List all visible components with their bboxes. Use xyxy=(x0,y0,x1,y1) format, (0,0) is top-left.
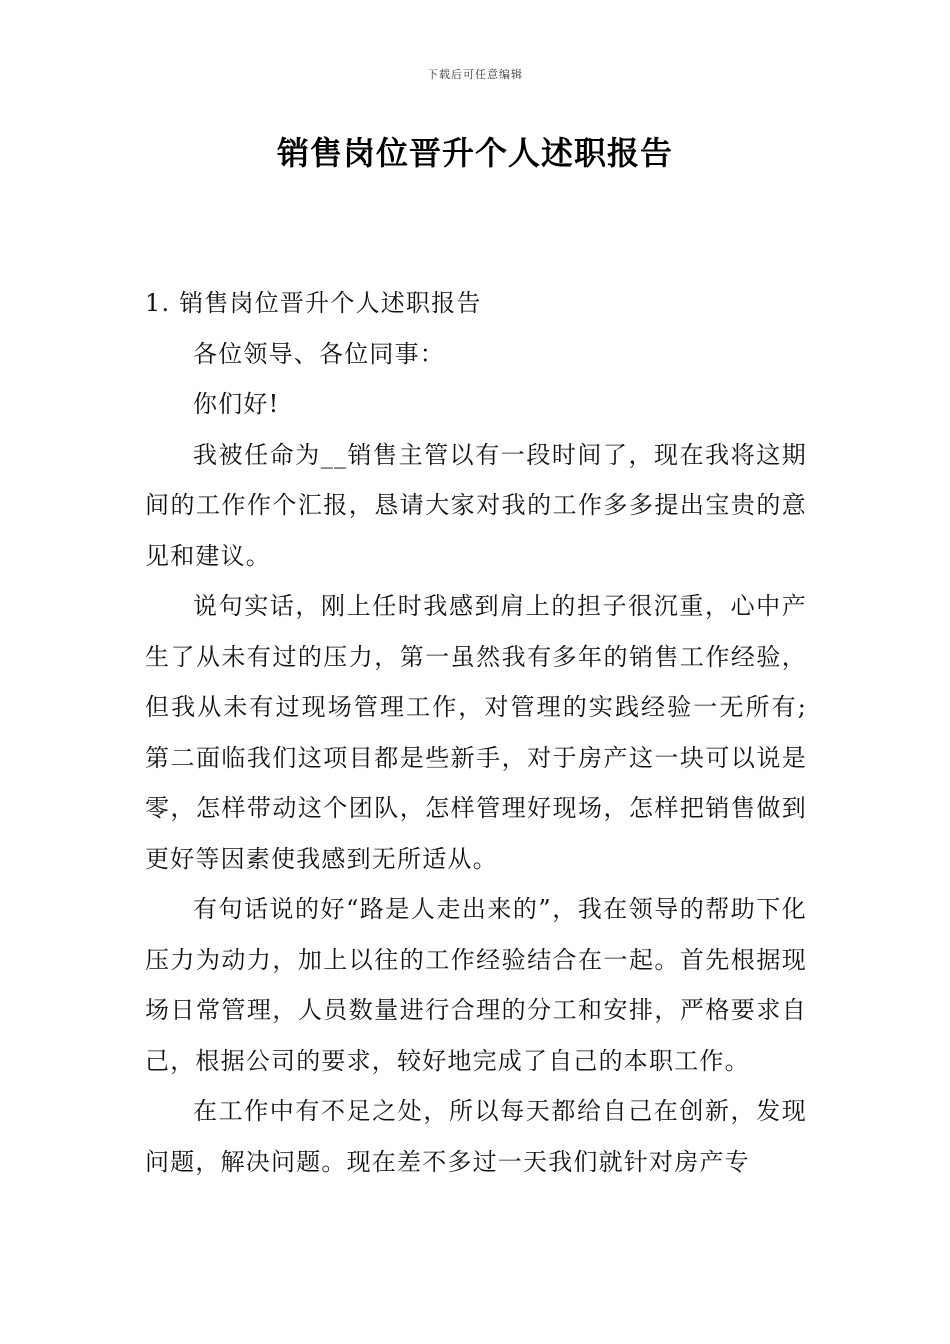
header-note: 下载后可任意编辑 xyxy=(427,68,523,81)
paragraph: 有句话说的好“路是人走出来的”，我在领导的帮助下化压力为动力，加上以往的工作经验结合在一起。首先根据现场日常管理，人员数量进行合理的分工和安排，严格要求自己，根据公司的要求，较好地完成了自己的本职工作。 xyxy=(145,895,807,1075)
document-title: 销售岗位晋升个人述职报告 xyxy=(276,134,673,172)
paragraph: 我被任命为__销售主管以有一段时间了，现在我将这期间的工作作个汇报，恳请大家对我的工作多多提出宝贵的意见和建议。 xyxy=(145,440,807,570)
section-heading: 1. 销售岗位晋升个人述职报告 xyxy=(145,289,482,317)
paragraph: 在工作中有不足之处，所以每天都给自己在创新，发现问题，解决问题。现在差不多过一天我们就针对房产专 xyxy=(145,1097,807,1176)
document-body xyxy=(145,278,807,1187)
paragraph-salutation: 各位领导、各位同事： xyxy=(193,339,445,368)
paragraph-greeting: 你们好! xyxy=(193,390,280,418)
paragraph: 说句实话，刚上任时我感到肩上的担子很沉重，心中产生了从未有过的压力，第一虽然我有多年的销售工作经验，但我从未有过现场管理工作，对管理的实践经验一无所有;第二面临我们这项目都是些新手，对于房产这一块可以说是零，怎样带动这个团队，怎样管理好现场，怎样把销售做到更好等因素使我感到无所适从。 xyxy=(145,592,807,873)
